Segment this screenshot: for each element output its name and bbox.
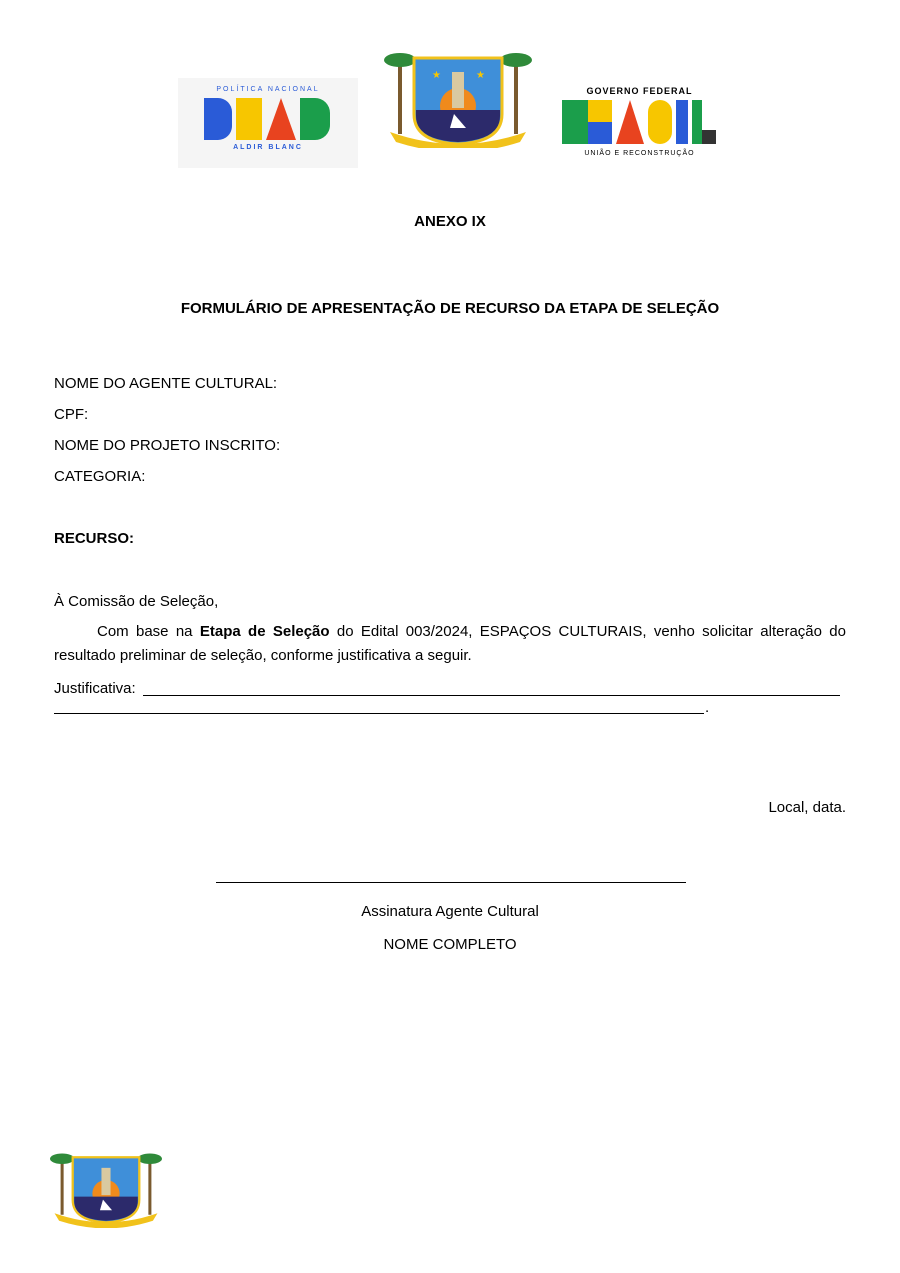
annex-title: ANEXO IX: [414, 213, 486, 230]
body-text-bold: Etapa de Seleção: [199, 623, 330, 640]
full-name-label: NOME COMPLETO: [383, 936, 517, 953]
body-text-after: do Edital 003/2024, ESPAÇOS CULTURAIS, venho solicitar alteração do resultado preliminar de seleção, conforme justificativa a seguir.: [54, 623, 846, 664]
pnab-letters-graphic: [204, 98, 334, 140]
place-date: Local, data.: [768, 799, 846, 816]
body-text-before: Com base na: [97, 623, 200, 640]
gov-logo-top-text: GOVERNO FEDERAL: [586, 86, 693, 96]
footer-coat-of-arms-logo: [50, 1144, 162, 1228]
justification-end-period: .: [705, 699, 710, 716]
justification-label: Justificativa:: [54, 680, 136, 697]
brasil-letters-graphic: [562, 100, 717, 144]
svg-text:★: ★: [476, 70, 485, 81]
justification-line-1: [143, 695, 840, 696]
governo-federal-logo: [562, 86, 717, 162]
pnab-logo-bottom-text: ALDIR BLANC: [233, 144, 303, 151]
form-title: FORMULÁRIO DE APRESENTAÇÃO DE RECURSO DA ETAPA DE SELEÇÃO: [180, 300, 720, 317]
signature-line: [216, 882, 686, 883]
cpf-field-label: CPF:: [54, 406, 89, 423]
appeal-section-title: RECURSO:: [54, 530, 135, 547]
signature-label: Assinatura Agente Cultural: [361, 903, 539, 920]
pnab-logo: [178, 78, 358, 168]
gov-logo-bottom-text: UNIÃO E RECONSTRUÇÃO: [584, 150, 695, 157]
justification-line-2: [54, 713, 704, 714]
project-name-field-label: NOME DO PROJETO INSCRITO:: [54, 437, 281, 454]
category-field-label: CATEGORIA:: [54, 468, 146, 485]
municipal-coat-of-arms-logo: [384, 44, 532, 148]
appeal-body-paragraph: [54, 620, 846, 668]
svg-text:★: ★: [432, 70, 441, 81]
pnab-logo-top-text: POLÍTICA NACIONAL: [216, 86, 320, 93]
salutation: À Comissão de Seleção,: [54, 593, 219, 610]
agent-name-field-label: NOME DO AGENTE CULTURAL:: [54, 375, 278, 392]
